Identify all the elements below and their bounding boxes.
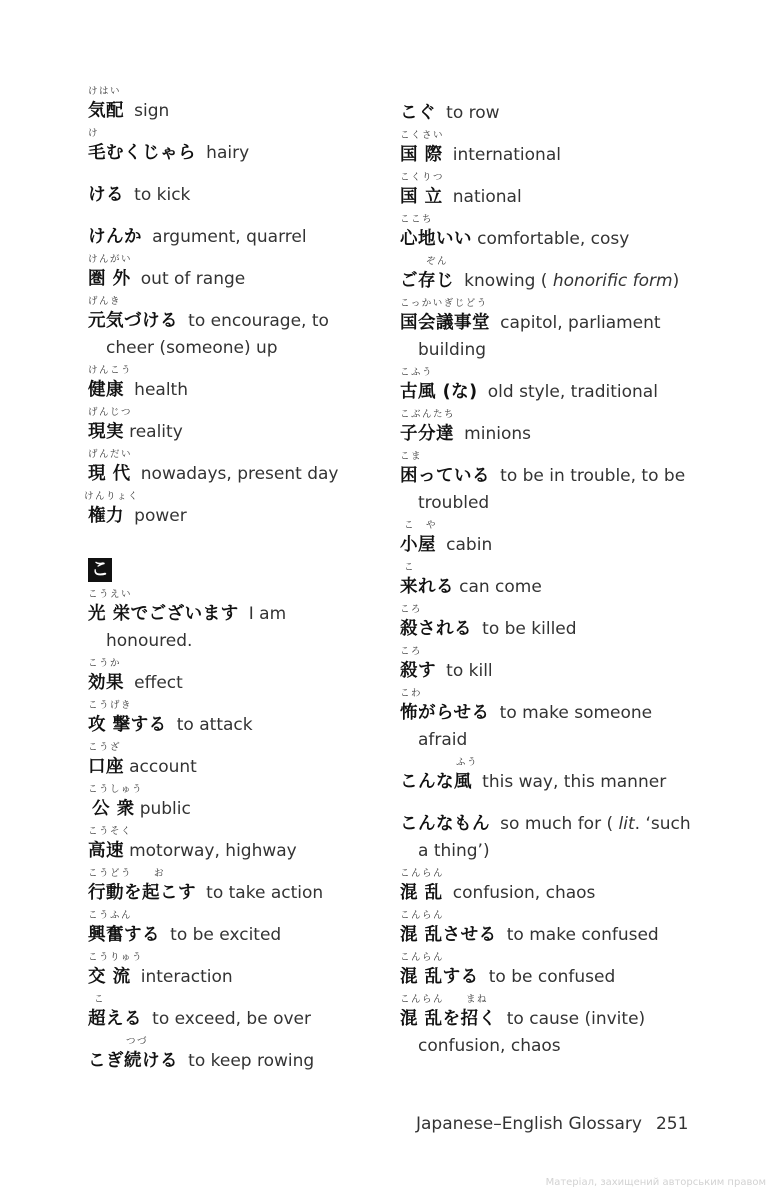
entry-term: けんか (88, 227, 142, 247)
entry-furigana: こんらん (400, 952, 445, 963)
entry-furigana: こわ (400, 688, 423, 699)
entry-furigana: こうざ (88, 742, 122, 753)
entry-definition: to be excited (170, 925, 282, 945)
entry-furigana: ここち (400, 214, 434, 225)
entry-definition: can come (459, 577, 542, 597)
entry-term: 健康 (88, 380, 124, 400)
entry-definition: account (129, 757, 197, 777)
entry-term: 圏 外 (88, 269, 131, 289)
entry-definition: health (134, 380, 188, 400)
entry-term: 交 流 (88, 967, 131, 987)
entry-furigana: こくりつ (400, 172, 445, 183)
entry-definition: effect (134, 673, 183, 693)
entry-furigana: け (88, 128, 100, 139)
entry-furigana: こんらん (400, 910, 445, 921)
entry-term: 来れる (400, 577, 454, 597)
section-heading-ko: こ (88, 558, 112, 582)
entry-furigana: こうげき (88, 700, 133, 711)
entry-term: 公 衆 (92, 799, 135, 819)
entry-furigana: こ (94, 994, 106, 1005)
entry-definition: hairy (206, 143, 250, 163)
entry-term: 混 乱する (400, 967, 479, 987)
entry-furigana: けはい (88, 86, 122, 97)
entry-term: 混 乱させる (400, 925, 497, 945)
entry-furigana: こ (404, 562, 416, 573)
entry-furigana: こま (400, 451, 423, 462)
entry-furigana: けんこう (88, 365, 133, 376)
entry-definition: to cause (invite) (506, 1009, 646, 1029)
entry-definition: interaction (140, 967, 233, 987)
entry-definition: this way, this manner (482, 772, 667, 792)
entry-definition: to take action (206, 883, 324, 903)
entry-furigana: ころ (400, 604, 423, 615)
entry-furigana: こっかいぎじどう (400, 298, 488, 309)
entry-definition: to kick (134, 185, 191, 205)
entry-definition-continued: building (418, 340, 487, 360)
entry-definition: to keep rowing (188, 1051, 315, 1071)
entry-definition: power (134, 506, 187, 526)
entry-definition: to attack (176, 715, 253, 735)
entry-term: 古風 (な) (400, 382, 478, 402)
entry-furigana: こ や (404, 520, 438, 531)
entry-furigana: こうえい (88, 589, 133, 600)
entry-term: こぐ (400, 103, 436, 123)
entry-term: 国 際 (400, 145, 443, 165)
entry-term: 子分達 (400, 424, 454, 444)
entry-definition: cabin (446, 535, 493, 555)
page-number: 251 (655, 1114, 689, 1134)
entry-definition: to be in trouble, to be (500, 466, 686, 486)
entry-term: 行動を起こす (88, 883, 196, 903)
entry-term: 気配 (88, 101, 124, 121)
entry-definition: public (139, 799, 191, 819)
entry-definition: capitol, parliament (500, 313, 661, 333)
entry-definition: to row (446, 103, 500, 123)
entry-definition: sign (134, 101, 170, 121)
entry-furigana: げんじつ (88, 407, 133, 418)
entry-term: 混 乱を招く (400, 1009, 497, 1029)
entry-definition: knowing ( honorific form) (464, 271, 680, 291)
entry-definition: I am (248, 604, 287, 624)
entry-term: 現実 (88, 422, 124, 442)
entry-definition: to exceed, be over (152, 1009, 311, 1029)
entry-furigana: つづ (126, 1036, 149, 1047)
entry-term: 毛むくじゃら (88, 143, 196, 163)
entry-definition-continued: afraid (418, 730, 468, 750)
entry-definition-continued: cheer (someone) up (106, 338, 278, 358)
entry-term: 困っている (400, 466, 490, 486)
entry-definition: to make someone (499, 703, 653, 723)
entry-furigana: こふう (400, 367, 434, 378)
entry-furigana: こうどう お (88, 868, 166, 879)
entry-definition-continued: confusion, chaos (418, 1036, 561, 1056)
running-footer-title: Japanese–English Glossary (416, 1114, 642, 1134)
entry-definition: minions (464, 424, 531, 444)
entry-definition: to encourage, to (188, 311, 329, 331)
entry-furigana: けんりょく (84, 491, 140, 502)
entry-term: こんな風 (400, 772, 472, 792)
entry-definition: comfortable, cosy (477, 229, 630, 249)
entry-term: 効果 (88, 673, 124, 693)
entry-definition: reality (129, 422, 183, 442)
entry-furigana: こんらん (400, 868, 445, 879)
entry-furigana: こぶんたち (400, 409, 456, 420)
entry-term: 国 立 (400, 187, 443, 207)
entry-definition: international (452, 145, 561, 165)
entry-term: こんなもん (400, 814, 490, 834)
entry-furigana: こうふん (88, 910, 133, 921)
entry-definition: argument, quarrel (152, 227, 307, 247)
copyright-watermark: Матеріал, захищений авторським правом (545, 1177, 766, 1188)
entry-definition: national (452, 187, 522, 207)
entry-definition-continued: a thing’) (418, 841, 490, 861)
entry-definition: to be killed (482, 619, 577, 639)
entry-definition: to kill (446, 661, 493, 681)
entry-term: 権力 (88, 506, 124, 526)
entry-term: ける (88, 185, 124, 205)
entry-term: 超える (88, 1009, 142, 1029)
entry-definition-continued: honoured. (106, 631, 193, 651)
entry-furigana: けんがい (88, 254, 133, 265)
entry-term: 現 代 (88, 464, 131, 484)
entry-furigana: こうしゅう (88, 784, 144, 795)
entry-furigana: こんらん まね (400, 994, 489, 1005)
entry-furigana: こくさい (400, 130, 445, 141)
entry-furigana: ふう (456, 757, 479, 768)
entry-definition-continued: troubled (418, 493, 490, 513)
entry-definition: motorway, highway (129, 841, 297, 861)
entry-term: 殺される (400, 619, 472, 639)
entry-furigana: こうりゅう (88, 952, 144, 963)
entry-furigana: げんだい (88, 449, 133, 460)
entry-definition: nowadays, present day (140, 464, 339, 484)
entry-term: 攻 撃する (88, 715, 167, 735)
entry-term: 怖がらせる (400, 703, 490, 723)
entry-term: ご存じ (400, 271, 454, 291)
entry-furigana: ぞん (426, 256, 449, 267)
entry-definition: confusion, chaos (452, 883, 596, 903)
entry-term: 光 栄でございます (88, 604, 239, 624)
entry-term: 心地いい (400, 229, 472, 249)
entry-furigana: こうか (88, 658, 122, 669)
entry-definition: old style, traditional (487, 382, 658, 402)
entry-term: 混 乱 (400, 883, 443, 903)
entry-term: 口座 (88, 757, 124, 777)
entry-definition: so much for ( lit. ‘such (500, 814, 691, 834)
entry-term: 興奮する (88, 925, 160, 945)
entry-furigana: こうそく (88, 826, 133, 837)
page-footer (416, 1112, 688, 1136)
entry-term: 高速 (88, 841, 124, 861)
entry-definition: out of range (140, 269, 246, 289)
entry-definition: to be confused (488, 967, 616, 987)
entry-furigana: げんき (88, 296, 122, 307)
entry-term: 殺す (400, 661, 436, 681)
entry-term: こぎ続ける (88, 1051, 178, 1071)
entry-definition: to make confused (506, 925, 659, 945)
entry-furigana: ころ (400, 646, 423, 657)
entry-term: 国会議事堂 (400, 313, 490, 333)
entry-term: 元気づける (88, 311, 178, 331)
entry-term: 小屋 (400, 535, 436, 555)
